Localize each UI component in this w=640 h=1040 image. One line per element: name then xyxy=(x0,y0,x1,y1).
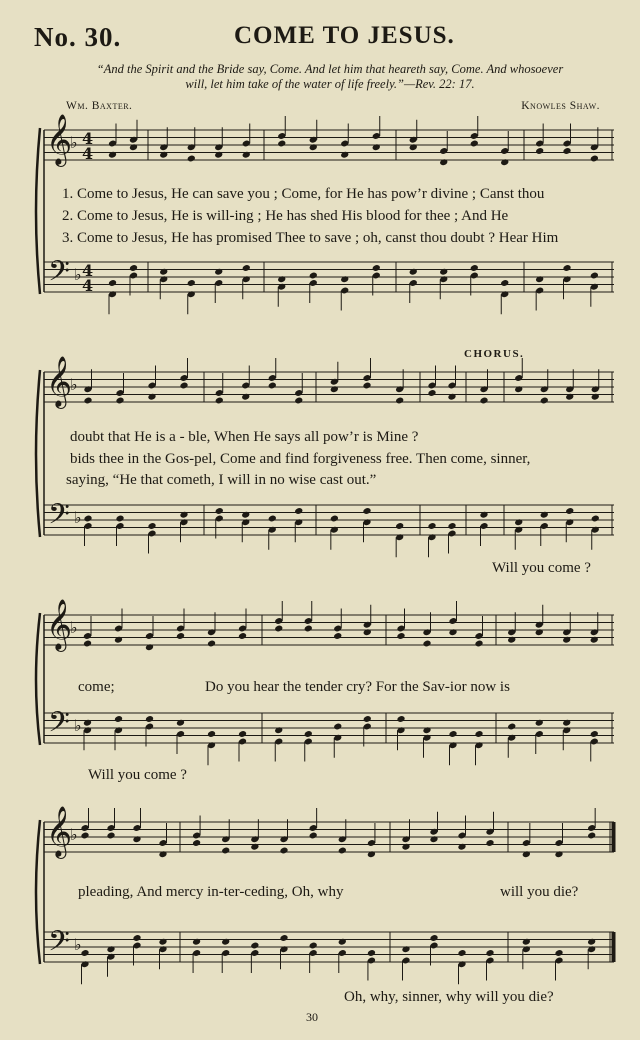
system-brace xyxy=(36,613,40,745)
treble-note xyxy=(447,393,456,401)
bass-note xyxy=(80,949,89,957)
bass-note xyxy=(176,719,185,727)
bass-note xyxy=(457,949,466,957)
key-signature-flat-icon: ♭ xyxy=(74,508,82,527)
bass-response-3: Oh, why, sinner, why will you die? xyxy=(344,989,554,1005)
bass-note xyxy=(294,507,303,515)
bass-note xyxy=(277,275,286,283)
bass-note xyxy=(540,511,549,519)
treble-note xyxy=(590,636,599,644)
treble-note xyxy=(409,143,418,151)
time-signature-top: 4 xyxy=(82,129,94,148)
treble-note xyxy=(83,397,92,405)
treble-note xyxy=(340,151,349,159)
bass-note xyxy=(221,938,230,946)
treble-note xyxy=(470,140,479,148)
system-brace xyxy=(36,370,40,537)
treble-note xyxy=(562,147,571,155)
treble-note xyxy=(590,155,599,163)
treble-note xyxy=(439,158,448,166)
bass-clef-icon: 𝄢 xyxy=(48,498,70,538)
treble-note xyxy=(214,151,223,159)
bass-note xyxy=(535,719,544,727)
treble-note xyxy=(268,382,277,390)
bass-note xyxy=(485,949,494,957)
treble-note xyxy=(591,393,600,401)
bass-note xyxy=(396,715,405,723)
bass-note xyxy=(304,730,313,738)
bass-note xyxy=(274,726,283,734)
treble-note xyxy=(562,636,571,644)
treble-note xyxy=(535,628,544,636)
bass-note xyxy=(514,518,523,526)
bass-note xyxy=(448,730,457,738)
treble-note xyxy=(401,843,410,851)
bass-note xyxy=(422,726,431,734)
treble-clef-icon: 𝄞 xyxy=(46,114,73,165)
treble-note xyxy=(362,382,371,390)
treble-note xyxy=(367,850,376,858)
treble-note xyxy=(429,835,438,843)
bass-note xyxy=(522,938,531,946)
treble-note xyxy=(221,847,230,855)
key-signature-flat-icon: ♭ xyxy=(74,265,82,284)
bass-note xyxy=(590,272,599,280)
treble-note xyxy=(250,843,259,851)
treble-note xyxy=(372,143,381,151)
bass-note xyxy=(179,511,188,519)
treble-note xyxy=(363,628,372,636)
treble-note xyxy=(554,850,563,858)
bass-note xyxy=(268,515,277,523)
bass-note xyxy=(338,938,347,946)
bass-note xyxy=(554,949,563,957)
treble-note xyxy=(333,632,342,640)
verse-2-lyric-cont: bids thee in the Gos-pel, Come and find forgiveness free. Then come, sinner, xyxy=(70,451,531,467)
chorus-lyric-2a: pleading, And mercy in-ter-ceding, Oh, why xyxy=(78,884,344,900)
bass-note xyxy=(363,715,372,723)
verse-3-lyric: 3. Come to Jesus, He has promised Thee to save ; oh, canst thou doubt ? Hear Him xyxy=(62,230,559,246)
treble-note xyxy=(147,393,156,401)
bass-note xyxy=(372,264,381,272)
verse-1-lyric-cont: doubt that He is a - ble, When He says all pow’r is Mine ? xyxy=(70,429,419,445)
bass-note xyxy=(535,275,544,283)
chorus-lyric-1b: Do you hear the tender cry? For the Sav-ior now is xyxy=(205,679,510,695)
treble-note xyxy=(540,397,549,405)
treble-note xyxy=(215,397,224,405)
bass-note xyxy=(479,511,488,519)
bass-note xyxy=(333,723,342,731)
bass-note xyxy=(159,268,168,276)
bass-note xyxy=(241,511,250,519)
treble-note xyxy=(114,636,123,644)
treble-note xyxy=(587,832,596,840)
bass-note xyxy=(242,264,251,272)
bass-note xyxy=(145,715,154,723)
treble-note xyxy=(179,382,188,390)
bass-note xyxy=(238,730,247,738)
bass-note xyxy=(108,279,117,287)
system-brace xyxy=(36,820,40,964)
treble-note xyxy=(457,843,466,851)
treble-note xyxy=(277,140,286,148)
bass-note xyxy=(562,264,571,272)
bass-clef-icon: 𝄢 xyxy=(48,706,70,746)
treble-note xyxy=(422,640,431,648)
treble-note xyxy=(474,640,483,648)
bass-note xyxy=(439,268,448,276)
treble-note xyxy=(338,847,347,855)
treble-note xyxy=(80,832,89,840)
bass-note xyxy=(279,934,288,942)
bass-note xyxy=(192,938,201,946)
bass-note xyxy=(114,715,123,723)
bass-note xyxy=(429,934,438,942)
treble-note xyxy=(309,143,318,151)
bass-response-2: Will you come ? xyxy=(88,767,187,783)
bass-clef-icon: 𝄢 xyxy=(48,925,70,965)
bass-note xyxy=(129,264,138,272)
verse-1-lyric: 1. Come to Jesus, He can save you ; Come, for He has pow’r divine ; Canst thou xyxy=(62,186,545,202)
treble-note xyxy=(176,632,185,640)
treble-note xyxy=(158,850,167,858)
bass-clef-icon: 𝄢 xyxy=(48,255,70,295)
treble-note xyxy=(309,832,318,840)
bass-note xyxy=(83,515,92,523)
bass-note xyxy=(309,272,318,280)
treble-note xyxy=(535,147,544,155)
bass-note xyxy=(207,730,216,738)
key-signature-flat-icon: ♭ xyxy=(70,133,78,152)
treble-note xyxy=(330,385,339,393)
chorus-lyric-1a: come; xyxy=(78,679,115,695)
treble-note xyxy=(448,628,457,636)
bass-note xyxy=(115,515,124,523)
treble-note xyxy=(485,839,494,847)
treble-note xyxy=(304,625,313,633)
bass-note xyxy=(470,264,479,272)
treble-note xyxy=(159,151,168,159)
bass-note xyxy=(330,515,339,523)
bass-note xyxy=(309,942,318,950)
verse-3-lyric-cont: saying, “He that cometh, I will in no wise cast out.” xyxy=(66,472,377,488)
bass-note xyxy=(340,275,349,283)
treble-note xyxy=(500,158,509,166)
bass-note xyxy=(565,507,574,515)
bass-note xyxy=(250,942,259,950)
bass-note xyxy=(367,949,376,957)
bass-note xyxy=(590,730,599,738)
bass-note xyxy=(447,522,456,530)
bass-note xyxy=(395,522,404,530)
treble-note xyxy=(207,640,216,648)
chorus-lyric-2b: will you die? xyxy=(500,884,579,900)
composer-credit: Knowles Shaw. xyxy=(521,100,600,112)
treble-note xyxy=(565,393,574,401)
bass-note xyxy=(214,268,223,276)
bass-note xyxy=(147,522,156,530)
bass-note xyxy=(587,938,596,946)
treble-note xyxy=(238,632,247,640)
verse-2-lyric: 2. Come to Jesus, He is will-ing ; He has shed His blood for thee ; And He xyxy=(62,208,509,224)
bass-note xyxy=(474,730,483,738)
page-number: 30 xyxy=(306,1010,318,1024)
bass-note xyxy=(500,279,509,287)
treble-note xyxy=(115,397,124,405)
bass-note xyxy=(83,719,92,727)
bass-note xyxy=(362,507,371,515)
treble-note xyxy=(106,832,115,840)
system-brace xyxy=(36,128,40,294)
hymn-title: COME TO JESUS. xyxy=(234,22,455,49)
bass-note xyxy=(106,945,115,953)
bass-note xyxy=(158,938,167,946)
treble-note xyxy=(427,389,436,397)
time-signature-bottom: 4 xyxy=(82,276,94,295)
treble-note xyxy=(274,625,283,633)
treble-note xyxy=(395,397,404,405)
bass-note xyxy=(401,945,410,953)
bass-note xyxy=(562,719,571,727)
key-signature-flat-icon: ♭ xyxy=(70,375,78,394)
treble-note xyxy=(241,393,250,401)
treble-clef-icon: 𝄞 xyxy=(46,356,73,407)
key-signature-flat-icon: ♭ xyxy=(70,618,78,637)
bass-note xyxy=(591,515,600,523)
bass-note xyxy=(132,934,141,942)
treble-note xyxy=(507,636,516,644)
bass-note xyxy=(409,268,418,276)
time-signature-top: 4 xyxy=(82,261,94,280)
treble-note xyxy=(396,632,405,640)
treble-note xyxy=(479,397,488,405)
treble-clef-icon: 𝄞 xyxy=(46,599,73,650)
treble-note xyxy=(187,155,196,163)
key-signature-flat-icon: ♭ xyxy=(70,825,78,844)
treble-note xyxy=(279,847,288,855)
bass-response-1: Will you come ? xyxy=(492,560,591,576)
treble-note xyxy=(192,839,201,847)
key-signature-flat-icon: ♭ xyxy=(74,716,82,735)
epigraph-line-2: will, let him take of the water of life freely.”—Rev. 22: 17. xyxy=(185,77,475,91)
key-signature-flat-icon: ♭ xyxy=(74,935,82,954)
treble-note xyxy=(132,835,141,843)
treble-note xyxy=(145,643,154,651)
treble-note xyxy=(129,143,138,151)
hymn-number: No. 30. xyxy=(34,22,122,52)
bass-note xyxy=(427,522,436,530)
bass-note xyxy=(507,723,516,731)
treble-clef-icon: 𝄞 xyxy=(46,806,73,857)
epigraph-line-1: “And the Spirit and the Bride say, Come. And let him that heareth say, Come. And whosoever xyxy=(96,62,564,76)
treble-note xyxy=(108,151,117,159)
bass-note xyxy=(187,279,196,287)
lyricist-credit: Wm. Baxter. xyxy=(66,100,133,112)
treble-note xyxy=(294,397,303,405)
time-signature-bottom: 4 xyxy=(82,144,94,163)
chorus-label: CHORUS. xyxy=(464,348,525,360)
bass-note xyxy=(215,507,224,515)
treble-note xyxy=(522,850,531,858)
treble-note xyxy=(83,640,92,648)
treble-note xyxy=(242,151,251,159)
treble-note xyxy=(514,385,523,393)
